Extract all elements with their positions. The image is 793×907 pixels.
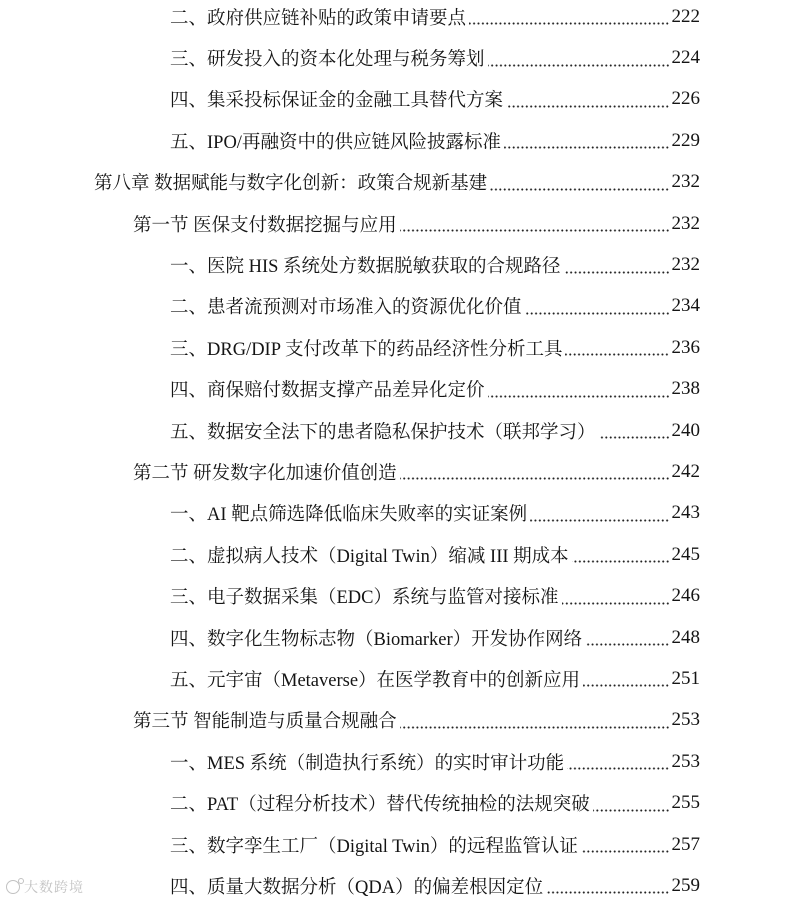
toc-entry-title: 三、数字孪生工厂（Digital Twin）的远程监管认证 bbox=[170, 836, 578, 857]
toc-entry-title: 五、元宇宙（Metaverse）在医学教育中的创新应用 bbox=[170, 670, 581, 691]
toc-entry bbox=[0, 37, 700, 78]
toc-entry bbox=[0, 575, 700, 616]
toc-entry-page: 232 bbox=[671, 254, 700, 276]
toc-entry-title: 二、政府供应链补贴的政策申请要点 bbox=[170, 8, 467, 29]
toc-entry-page: 255 bbox=[671, 792, 700, 814]
toc-section-entry bbox=[0, 203, 700, 244]
toc-entry bbox=[0, 79, 700, 120]
toc-entry bbox=[0, 782, 700, 823]
toc-entry-title: 二、PAT（过程分析技术）替代传统抽检的法规突破 bbox=[170, 795, 590, 816]
toc-entry-page: 234 bbox=[671, 295, 700, 317]
toc-entry bbox=[0, 534, 700, 575]
dot-leader bbox=[562, 602, 670, 605]
dot-leader bbox=[469, 22, 669, 25]
dot-leader bbox=[490, 188, 669, 191]
toc-entry-title: 第一节 医保支付数据挖掘与应用 bbox=[133, 215, 397, 236]
toc-entry-title: 五、IPO/再融资中的供应链风险披露标准 bbox=[170, 132, 501, 153]
toc-entry-title: 一、AI 靶点筛选降低临床失败率的实证案例 bbox=[170, 505, 528, 526]
toc-entry bbox=[0, 824, 700, 865]
toc-entry-title: 三、电子数据采集（EDC）系统与监管对接标准 bbox=[170, 588, 559, 609]
toc-entry-title: 二、患者流预测对市场准入的资源优化价值 bbox=[170, 298, 522, 319]
dot-leader bbox=[581, 850, 670, 853]
dot-leader bbox=[593, 809, 670, 812]
dot-leader bbox=[488, 64, 670, 67]
dot-leader bbox=[572, 560, 670, 563]
dot-leader bbox=[400, 229, 670, 232]
toc-entry-page: 248 bbox=[671, 626, 700, 648]
toc-entry-page: 238 bbox=[671, 378, 700, 400]
toc-entry bbox=[0, 493, 700, 534]
toc-entry-page: 257 bbox=[671, 833, 700, 855]
toc-entry-title: 三、研发投入的资本化处理与税务筹划 bbox=[170, 50, 485, 71]
toc-entry-page: 232 bbox=[671, 171, 700, 193]
toc-entry-page: 242 bbox=[671, 460, 700, 482]
toc-entry-title: 第二节 研发数字化加速价值创造 bbox=[133, 463, 397, 484]
toc-entry-page: 236 bbox=[671, 336, 700, 358]
toc-entry-page: 229 bbox=[671, 129, 700, 151]
toc-entry-page: 253 bbox=[671, 750, 700, 772]
watermark-logo-icon bbox=[6, 880, 20, 894]
toc-entry-page: 259 bbox=[671, 874, 700, 896]
dot-leader bbox=[583, 684, 669, 687]
dot-leader bbox=[525, 312, 670, 315]
toc-entry-page: 240 bbox=[671, 419, 700, 441]
toc-chapter-entry bbox=[0, 162, 700, 203]
toc-entry-title: 三、DRG/DIP 支付改革下的药品经济性分析工具 bbox=[170, 339, 563, 360]
toc-entry-title: 四、集采投标保证金的金融工具替代方案 bbox=[170, 91, 504, 112]
dot-leader bbox=[546, 891, 669, 894]
toc-entry bbox=[0, 410, 700, 451]
toc-entry-title: 五、数据安全法下的患者隐私保护技术（联邦学习） bbox=[170, 422, 596, 443]
toc-entry-title: 四、商保赔付数据支撑产品差异化定价 bbox=[170, 381, 485, 402]
toc-entry-page: 245 bbox=[671, 543, 700, 565]
toc-entry-title: 四、质量大数据分析（QDA）的偏差根因定位 bbox=[170, 877, 544, 898]
toc-entry bbox=[0, 369, 700, 410]
toc-entry-title: 二、虚拟病人技术（Digital Twin）缩减 III 期成本 bbox=[170, 546, 569, 567]
dot-leader bbox=[488, 395, 670, 398]
dot-leader bbox=[400, 726, 670, 729]
dot-leader bbox=[400, 477, 670, 480]
toc-entry-title: 第八章 数据赋能与数字化创新：政策合规新基建 bbox=[94, 174, 488, 195]
toc-entry bbox=[0, 617, 700, 658]
toc-entry-page: 243 bbox=[671, 502, 700, 524]
toc-entry-title: 四、数字化生物标志物（Biomarker）开发协作网络 bbox=[170, 629, 583, 650]
dot-leader bbox=[506, 105, 669, 108]
dot-leader bbox=[599, 436, 670, 439]
toc-entry-page: 253 bbox=[671, 709, 700, 731]
toc-section-entry bbox=[0, 700, 700, 741]
toc-entry bbox=[0, 658, 700, 699]
dot-leader bbox=[567, 767, 669, 770]
toc-entry bbox=[0, 741, 700, 782]
toc-entry-title: 一、医院 HIS 系统处方数据脱敏获取的合规路径 bbox=[170, 257, 561, 278]
toc-entry-title: 一、MES 系统（制造执行系统）的实时审计功能 bbox=[170, 753, 565, 774]
toc-entry bbox=[0, 120, 700, 161]
toc-entry-page: 222 bbox=[671, 5, 700, 27]
toc-entry-page: 224 bbox=[671, 47, 700, 69]
toc-entry-page: 251 bbox=[671, 667, 700, 689]
toc-entry-page: 246 bbox=[671, 585, 700, 607]
toc-entry bbox=[0, 0, 700, 37]
toc-entry bbox=[0, 244, 700, 285]
toc-entry-page: 226 bbox=[671, 88, 700, 110]
dot-leader bbox=[564, 271, 670, 274]
dot-leader bbox=[504, 146, 670, 149]
toc-entry bbox=[0, 286, 700, 327]
toc-entry-page: 232 bbox=[671, 212, 700, 234]
watermark bbox=[6, 877, 84, 897]
dot-leader bbox=[530, 519, 669, 522]
toc-section-entry bbox=[0, 451, 700, 492]
watermark-text: 大数跨境 bbox=[24, 880, 84, 896]
dot-leader bbox=[585, 643, 669, 646]
toc-entry bbox=[0, 327, 700, 368]
toc-entry-title: 第三节 智能制造与质量合规融合 bbox=[133, 712, 397, 733]
dot-leader bbox=[565, 353, 669, 356]
toc-entry bbox=[0, 865, 700, 906]
